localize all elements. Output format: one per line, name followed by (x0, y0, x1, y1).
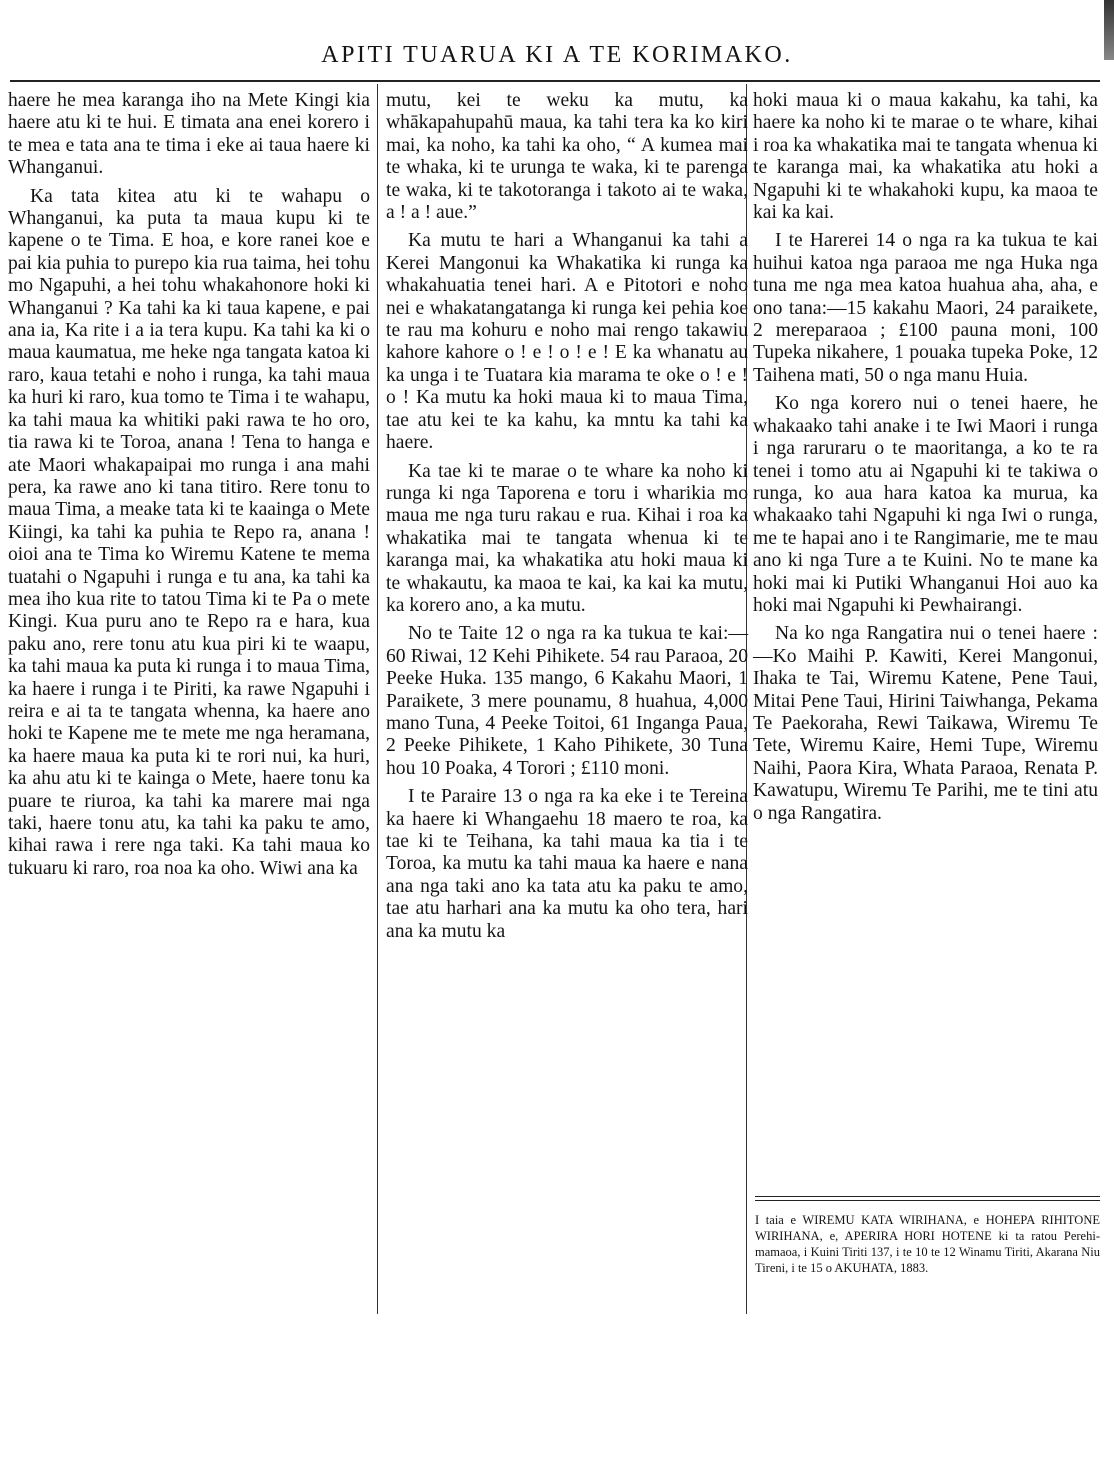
column-3-paragraph: hoki maua ki o maua kakahu, ka tahi, ka haere ka noho ki te marae o te whare, kihai i roa ka whakatika mai te tangata whenua ki te karanga mai, ka whakatika atu hoki a Ngapuhi ki te whakahoki kupu, ka maoa te kai ka kai. (753, 90, 1098, 224)
column-2 (386, 90, 748, 949)
column-1 (8, 90, 370, 886)
footnote-rule-bottom (755, 1200, 1100, 1201)
column-3-paragraph: Na ko nga Rangatira nui o tenei haere :—Ko Maihi P. Kawiti, Kerei Mangonui, Ihaka te Tai, Wiremu Katene, Pene Taui, Mitai Pene Taui, Hirini Taiwhanga, Pekama Te Paekoraha, Rewi Taikawa, Wiremu Te Tete, Wiremu Kaire, Hemi Tupe, Wiremu Naihi, Paora Kira, Whata Paraoa, Renata P. Kawatupu, Wiremu Te Parihi, me te tini atu o nga Rangatira. (753, 623, 1098, 824)
column-2-paragraph: No te Taite 12 o nga ra ka tukua te kai:—60 Riwai, 12 Kehi Pihikete. 54 rau Paraoa, 20 Peeke Huka. 135 mango, 6 Kakahu Maori, 1 Paraikete, 3 mere pounamu, 8 huahua, 4,000 mano Tuna, 4 Peeke Toitoi, 61 Inganga Paua, 2 Peeke Pihikete, 1 Kaho Pihikete, 30 Tuna hou 10 Poaka, 4 Torori ; £110 moni. (386, 623, 748, 779)
column-3-paragraph: I te Harerei 14 o nga ra ka tukua te kai huihui katoa nga paraoa me nga Huka nga tuna me nga mea katoa huahua aha, aha, e ono tana:—15 kakahu Maori, 24 paraikete, 2 mereparaoa ; £100 pauna moni, 100 Tupeka nikahere, 1 pouaka tupeka Poke, 12 Taihena mati, 50 o nga manu Huia. (753, 230, 1098, 386)
printer-imprint: I taia e WIREMU KATA WIRIHANA, e HOHEPA RIHITONE WIRIHANA, e, APERIRA HORI HOTENE ki ta ratou Perehi-mamaoa, i Kuini Tiriti 137, i te 10 te 12 Winamu Tiriti, Akarana Niu Tireni, i te 15 o AKUHATA, 1883. (755, 1213, 1100, 1275)
column-1-paragraph: haere he mea karanga iho na Mete Kingi kia haere atu ki te hui. E timata ana enei korero i te mea e tata ana te tima i eke ai taua haere ki Whanganui. (8, 90, 370, 179)
column-3 (753, 90, 1098, 831)
header-rule (10, 80, 1100, 82)
column-1-paragraph: Ka tata kitea atu ki te wahapu o Whanganui, ka puta ta maua kupu ki te kapene o te Tima. E hoa, e kore ranei koe e pai kia puhia to purepo kia rua taima, hei tohu mo Ngapuhi, a hei tohu whakahonore hoki ki Whanganui ? Ka tahi ka ki taua kapene, e pai ana ia, Ka rite i a ia tera kupu. Ka tahi ka ki o maua kaumatua, me heke nga tangata katoa ki raro, kaua tetahi e noho i runga, ka tahi maua ka huri ki raro, kua tomo te Tima i te wahapu, ka tahi maua ka whitiki paki rawa te ho oro, tia rawa ki te Toroa, anana ! Tena to hanga e ate Maori whakapaipai mo runga i ana mahi pera, ka rawe ano ki tana titiro. Rere tonu to maua Tima, a meake tata ki te kaainga o Mete Kiingi, ka tahi ka puhia te Repo ra, anana ! oioi ana te Tima ko Wiremu Katene te mema tuatahi o Ngapuhi i runga e tu ana, ka tahi ka mea iho kua rite to tatou Tima ki te Pa o mete Kingi. Kua puru ano te Repo ra e hara, kua paku ano, rere tonu atu kua piri ki te waapu, ka tahi maua ka puta ki runga i to maua Tima, ka haere i runga i te Piriti, ka rawe Ngapuhi i reira e ai ta te tangata whenna, ka haere ano hoki te Kapene me te mete me nga heramana, ka haere maua ka puta ki te rori nui, ka huri, ka ahu atu ki te kainga o Mete, haere tonu ka puare te riuroa, ka tahi ka marere mai nga taki, haere tonu atu, ka tahi ka paku te amo, kihai rawa i rere nga taki. Ka tahi maua ko tukuaru ki raro, roa noa ka oho. Wiwi ana ka (8, 185, 370, 879)
column-2-paragraph: Ka tae ki te marae o te whare ka noho ki runga ki nga Taporena e toru i wharikia mo maua me nga turu rakau e rua. Kihai i roa ka whakatika mai te tangata whenua ki te karanga mai, ka whakatika atu hoki maua ki te whakautu, ka maoa te kai, ka kai ka mutu, ka korero ano, a ka mutu. (386, 460, 748, 616)
page-title: APITI TUARUA KI A TE KORIMAKO. (321, 42, 793, 68)
column-2-paragraph: Ka mutu te hari a Whanganui ka tahi a Kerei Mangonui ka Whakatika ki runga ka whakahuatia tenei hari. A e Pitotori e noho nei e whakatangatanga ki runga kei pehia koe te rau ma kohuru e noho mai rengo takawiu kahore kahore o ! e ! o ! e ! E ka whanatu au ka unga i te Tuatara kia marama te oke o ! e ! o ! Ka mutu ka hoki maua ki to maua Tima, tae atu kei te ka kahu, ka mntu ka tahi ka haere. (386, 230, 748, 454)
column-2-paragraph: I te Paraire 13 o nga ra ka eke i te Tereina ka haere ki Whangaehu 18 maero te roa, ka tae ki te Teihana, ka tahi maua ka tia i te Toroa, ka mutu ka tahi maua ka haere e nana ana nga taki ano ka tata atu ka paku te amo, tae atu harhari ana ka mutu ka oho tera, hari ana ka mutu ka (386, 786, 748, 942)
column-2-paragraph: mutu, kei te weku ka mutu, ka whākapahupahū maua, ka tahi tera ka ko kiri mai, ka noho, ka tahi ka oho, “ A kumea mai te whaka, ki te urunga te waka, ki te parenga te waka, ki te takotoranga i takoto ai te waka, a ! a ! aue.” (386, 90, 748, 224)
column-divider-1 (377, 84, 378, 1314)
footnote-rule-top (755, 1196, 1100, 1197)
column-3-paragraph: Ko nga korero nui o tenei haere, he whakaako tahi anake i te Iwi Maori i runga i nga raruraru o te maoritanga, a ko te ra tenei i tomo atu ai Ngapuhi ki te takiwa o runga, ko aua hara katoa ka murua, ka whakaako tahi Ngapuhi ki nga Iwi o runga, me te hapai ano i te Rangimarie, me te mau ano ki nga Ture a te Kuini. No te mane ka hoki mai ki Putiki Whanganui Hoi auo ka hoki mai Ngapuhi ki Pewhairangi. (753, 393, 1098, 616)
